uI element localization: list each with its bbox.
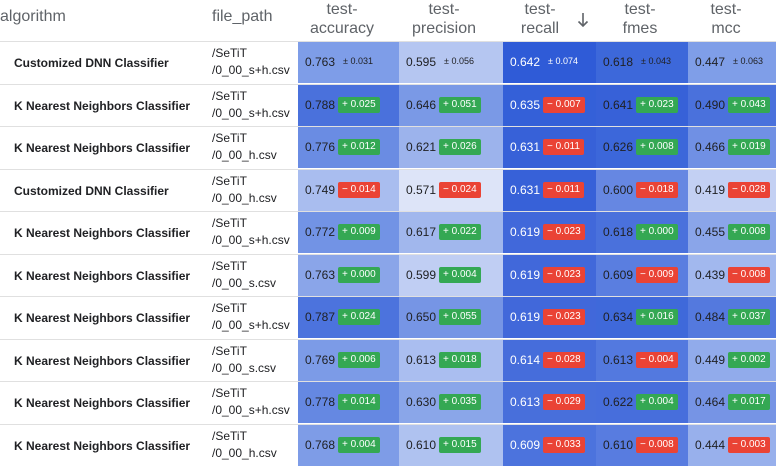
metric-value: 0.763 — [305, 267, 336, 282]
file-path-line1: /SeTiT — [212, 428, 247, 443]
metric-value: 0.634 — [603, 310, 634, 324]
metric-value: 0.609 — [510, 437, 541, 452]
algorithm-cell: Customized DNN Classifier — [14, 183, 169, 198]
header-test-precision[interactable] — [394, 0, 494, 38]
metric-value: 0.613 — [510, 395, 541, 409]
delta-positive-badge: + 0.014 — [338, 394, 380, 410]
delta-positive-badge: + 0.000 — [338, 267, 380, 283]
metric-cell-recall — [503, 382, 596, 423]
header-file-path[interactable]: file_path — [212, 8, 273, 25]
algorithm-cell: K Nearest Neighbors Classifier — [14, 98, 191, 113]
metric-value: 0.610 — [406, 437, 437, 452]
table-row[interactable] — [0, 296, 776, 338]
header-precision-line2: precision — [411, 20, 477, 37]
metric-cell-accuracy — [298, 85, 399, 126]
metric-value: 0.617 — [406, 225, 437, 239]
metric-cell-mcc — [688, 340, 776, 381]
metric-cell-recall — [503, 127, 596, 168]
metric-cell-precision — [399, 340, 503, 381]
delta-negative-badge: − 0.029 — [543, 394, 585, 410]
metric-value: 0.600 — [603, 182, 634, 197]
metric-value: 0.769 — [305, 352, 336, 367]
metric-value: 0.778 — [305, 395, 336, 409]
metric-value: 0.622 — [603, 395, 634, 409]
metric-value: 0.619 — [510, 225, 541, 239]
metric-cell-fmes — [596, 42, 688, 83]
delta-positive-badge: + 0.009 — [338, 224, 380, 240]
file-path-line1: /SeTiT — [212, 301, 247, 315]
metric-value: 0.484 — [695, 310, 726, 324]
delta-positive-badge: + 0.019 — [728, 139, 770, 155]
header-mcc-line1: test- — [710, 1, 742, 18]
delta-positive-badge: + 0.002 — [728, 352, 770, 368]
metric-value: 0.642 — [510, 55, 541, 69]
metric-cell-mcc — [688, 85, 776, 126]
delta-positive-badge: + 0.026 — [439, 139, 481, 155]
metric-value: 0.609 — [603, 267, 634, 282]
delta-negative-badge: − 0.018 — [636, 182, 678, 198]
file-path-cell — [212, 385, 290, 419]
metric-cell-accuracy — [298, 255, 399, 296]
arrow-down-icon[interactable] — [576, 11, 590, 29]
delta-negative-badge: − 0.008 — [636, 437, 678, 453]
delta-positive-badge: + 0.055 — [439, 309, 481, 325]
delta-negative-badge: − 0.023 — [543, 224, 585, 240]
metric-value: 0.749 — [305, 182, 336, 197]
metric-cell-precision — [399, 382, 503, 423]
metric-cell-precision — [399, 170, 503, 211]
metric-value: 0.768 — [305, 437, 336, 452]
metric-cell-mcc — [688, 42, 776, 83]
metric-value: 0.419 — [695, 182, 726, 197]
delta-negative-badge: − 0.009 — [636, 267, 678, 283]
metric-value: 0.571 — [406, 182, 437, 197]
metric-value: 0.650 — [406, 310, 437, 324]
delta-positive-badge: + 0.023 — [636, 97, 678, 113]
delta-positive-badge: + 0.025 — [338, 97, 380, 113]
delta-positive-badge: + 0.016 — [636, 309, 678, 325]
algorithm-cell: Customized DNN Classifier — [14, 56, 169, 70]
metric-cell-precision — [399, 212, 503, 253]
delta-positive-badge: + 0.024 — [338, 309, 380, 325]
metric-cell-mcc — [688, 170, 776, 211]
delta-positive-badge: + 0.008 — [728, 224, 770, 240]
header-fmes-line1: test- — [624, 1, 656, 18]
metric-cell-precision — [399, 425, 503, 466]
metric-value: 0.763 — [305, 55, 336, 69]
metric-cell-fmes — [596, 170, 688, 211]
delta-positive-badge: + 0.037 — [728, 309, 770, 325]
metric-value: 0.599 — [406, 267, 437, 282]
metric-cell-fmes — [596, 127, 688, 168]
metric-cell-accuracy — [298, 212, 399, 253]
metric-value: 0.447 — [695, 55, 726, 69]
file-path-line2: /0_00_h.csv — [212, 148, 277, 162]
file-path-line2: /0_00_s+h.csv — [212, 318, 290, 332]
delta-positive-badge: + 0.022 — [439, 224, 481, 240]
file-path-cell — [212, 88, 290, 122]
file-path-cell — [212, 45, 290, 79]
file-path-line2: /0_00_s.csv — [212, 360, 277, 375]
metric-value: 0.618 — [603, 55, 634, 69]
metric-cell-accuracy — [298, 127, 399, 168]
metric-cell-fmes — [596, 297, 688, 338]
file-path-line1: /SeTiT — [212, 216, 247, 230]
metric-cell-mcc — [688, 297, 776, 338]
metric-value: 0.490 — [695, 97, 726, 112]
metric-cell-accuracy — [298, 297, 399, 338]
file-path-line2: /0_00_s+h.csv — [212, 403, 290, 417]
header-test-accuracy[interactable] — [292, 0, 392, 38]
header-recall-line2: recall — [520, 20, 560, 37]
delta-negative-badge: − 0.028 — [543, 352, 585, 368]
metric-std: ± 0.063 — [733, 56, 763, 66]
metric-value: 0.630 — [406, 395, 437, 409]
algorithm-cell: K Nearest Neighbors Classifier — [14, 226, 191, 240]
delta-positive-badge: + 0.017 — [728, 394, 770, 410]
table-row[interactable] — [0, 41, 776, 83]
header-algorithm[interactable]: algorithm — [0, 8, 66, 25]
table-row[interactable] — [0, 211, 776, 253]
metric-value: 0.621 — [406, 140, 437, 154]
delta-negative-badge: − 0.004 — [636, 352, 678, 368]
delta-positive-badge: + 0.043 — [728, 97, 770, 113]
metric-cell-precision — [399, 255, 503, 296]
metric-value: 0.776 — [305, 140, 336, 154]
metric-value: 0.455 — [695, 225, 726, 239]
header-test-recall[interactable] — [490, 0, 590, 38]
metric-cell-precision — [399, 85, 503, 126]
metric-cell-precision — [399, 42, 503, 83]
metric-value: 0.595 — [406, 55, 437, 69]
delta-positive-badge: + 0.004 — [636, 394, 678, 410]
file-path-line2: /0_00_s+h.csv — [212, 63, 290, 77]
file-path-line2: /0_00_h.csv — [212, 190, 277, 205]
file-path-line1: /SeTiT — [212, 46, 247, 60]
delta-negative-badge: − 0.003 — [728, 437, 770, 453]
delta-negative-badge: − 0.028 — [728, 182, 770, 198]
metric-std: ± 0.056 — [444, 56, 474, 66]
header-mcc-line2: mcc — [711, 20, 741, 37]
metric-value: 0.464 — [695, 395, 726, 409]
metric-std: ± 0.031 — [343, 56, 373, 66]
table-row[interactable] — [0, 254, 776, 296]
file-path-line1: /SeTiT — [212, 386, 247, 400]
metric-std: ± 0.074 — [548, 56, 578, 66]
delta-negative-badge: − 0.014 — [338, 182, 380, 198]
file-path-line2: /0_00_s+h.csv — [212, 105, 290, 120]
header-fmes-line2: fmes — [622, 20, 658, 37]
metric-cell-recall — [503, 212, 596, 253]
metric-cell-fmes — [596, 85, 688, 126]
metric-cell-mcc — [688, 212, 776, 253]
delta-negative-badge: − 0.008 — [728, 267, 770, 283]
table-row[interactable] — [0, 381, 776, 423]
algorithm-cell: K Nearest Neighbors Classifier — [14, 353, 191, 368]
metric-cell-recall — [503, 425, 596, 466]
header-accuracy-line2: accuracy — [309, 20, 375, 37]
header-accuracy-line1: test- — [326, 1, 358, 18]
metric-cell-accuracy — [298, 170, 399, 211]
metric-value: 0.635 — [510, 97, 541, 112]
file-path-line2: /0_00_s.csv — [212, 275, 277, 290]
delta-negative-badge: − 0.024 — [439, 182, 481, 198]
delta-positive-badge: + 0.000 — [636, 224, 678, 240]
header-test-fmes[interactable] — [590, 0, 690, 38]
delta-positive-badge: + 0.051 — [439, 97, 481, 113]
file-path-line2: /0_00_h.csv — [212, 445, 277, 460]
metric-value: 0.449 — [695, 352, 726, 367]
algorithm-cell: K Nearest Neighbors Classifier — [14, 396, 191, 410]
delta-positive-badge: + 0.015 — [439, 437, 481, 453]
metric-cell-recall — [503, 85, 596, 126]
algorithm-cell: K Nearest Neighbors Classifier — [14, 268, 191, 283]
metric-cell-fmes — [596, 212, 688, 253]
metric-value: 0.618 — [603, 225, 634, 239]
metric-cell-recall — [503, 340, 596, 381]
metric-value: 0.619 — [510, 310, 541, 324]
delta-negative-badge: − 0.011 — [543, 182, 584, 198]
table-row[interactable] — [0, 169, 776, 211]
delta-positive-badge: + 0.008 — [636, 139, 678, 155]
metric-cell-fmes — [596, 340, 688, 381]
metric-cell-precision — [399, 297, 503, 338]
header-precision-line1: test- — [428, 1, 460, 18]
metric-cell-recall — [503, 170, 596, 211]
metric-cell-precision — [399, 127, 503, 168]
table-row[interactable] — [0, 424, 776, 466]
file-path-cell — [212, 258, 276, 292]
metric-value: 0.772 — [305, 225, 336, 239]
metric-cell-recall — [503, 255, 596, 296]
metric-cell-recall — [503, 42, 596, 83]
metric-cell-accuracy — [298, 42, 399, 83]
table-row[interactable] — [0, 126, 776, 168]
metric-value: 0.613 — [603, 352, 634, 367]
file-path-cell — [212, 300, 290, 334]
delta-positive-badge: + 0.004 — [439, 267, 481, 283]
metric-value: 0.626 — [603, 140, 634, 154]
delta-positive-badge: + 0.018 — [439, 352, 481, 368]
file-path-cell — [212, 130, 277, 164]
delta-negative-badge: − 0.023 — [543, 267, 585, 283]
delta-positive-badge: + 0.012 — [338, 139, 380, 155]
table-row[interactable] — [0, 339, 776, 381]
metric-cell-accuracy — [298, 382, 399, 423]
delta-negative-badge: − 0.033 — [543, 437, 585, 453]
file-path-line1: /SeTiT — [212, 131, 247, 145]
header-test-mcc[interactable] — [676, 0, 776, 38]
delta-negative-badge: − 0.011 — [543, 139, 584, 155]
metric-value: 0.439 — [695, 267, 726, 282]
metric-cell-accuracy — [298, 340, 399, 381]
metric-value: 0.788 — [305, 97, 336, 112]
algorithm-cell: K Nearest Neighbors Classifier — [14, 438, 191, 453]
metric-std: ± 0.043 — [641, 56, 671, 66]
file-path-line1: /SeTiT — [212, 258, 247, 273]
file-path-line1: /SeTiT — [212, 173, 247, 188]
header-recall-line1: test- — [524, 1, 556, 18]
file-path-cell — [212, 173, 277, 207]
delta-positive-badge: + 0.035 — [439, 394, 481, 410]
metric-value: 0.444 — [695, 437, 726, 452]
metric-value: 0.787 — [305, 310, 336, 324]
metric-value: 0.631 — [510, 140, 541, 154]
algorithm-cell: K Nearest Neighbors Classifier — [14, 311, 191, 325]
metric-value: 0.613 — [406, 352, 437, 367]
file-path-line1: /SeTiT — [212, 88, 247, 103]
delta-negative-badge: − 0.023 — [543, 309, 585, 325]
metric-cell-recall — [503, 297, 596, 338]
metric-cell-mcc — [688, 127, 776, 168]
table-header — [0, 0, 776, 41]
metric-value: 0.631 — [510, 182, 541, 197]
metric-cell-fmes — [596, 255, 688, 296]
delta-positive-badge: + 0.006 — [338, 352, 380, 368]
metric-cell-accuracy — [298, 425, 399, 466]
metric-value: 0.610 — [603, 437, 634, 452]
metric-value: 0.466 — [695, 140, 726, 154]
metric-value: 0.641 — [603, 97, 634, 112]
file-path-cell — [212, 343, 276, 377]
metric-cell-mcc — [688, 255, 776, 296]
algorithm-cell: K Nearest Neighbors Classifier — [14, 141, 191, 155]
file-path-line2: /0_00_s+h.csv — [212, 233, 290, 247]
delta-positive-badge: + 0.004 — [338, 437, 380, 453]
metric-value: 0.646 — [406, 97, 437, 112]
metric-cell-fmes — [596, 382, 688, 423]
delta-negative-badge: − 0.007 — [543, 97, 585, 113]
file-path-cell — [212, 428, 277, 462]
file-path-cell — [212, 215, 290, 249]
table-row[interactable] — [0, 84, 776, 126]
file-path-line1: /SeTiT — [212, 343, 247, 358]
metric-cell-fmes — [596, 425, 688, 466]
metric-value: 0.614 — [510, 352, 541, 367]
metric-cell-mcc — [688, 382, 776, 423]
metric-value: 0.619 — [510, 267, 541, 282]
metric-cell-mcc — [688, 425, 776, 466]
